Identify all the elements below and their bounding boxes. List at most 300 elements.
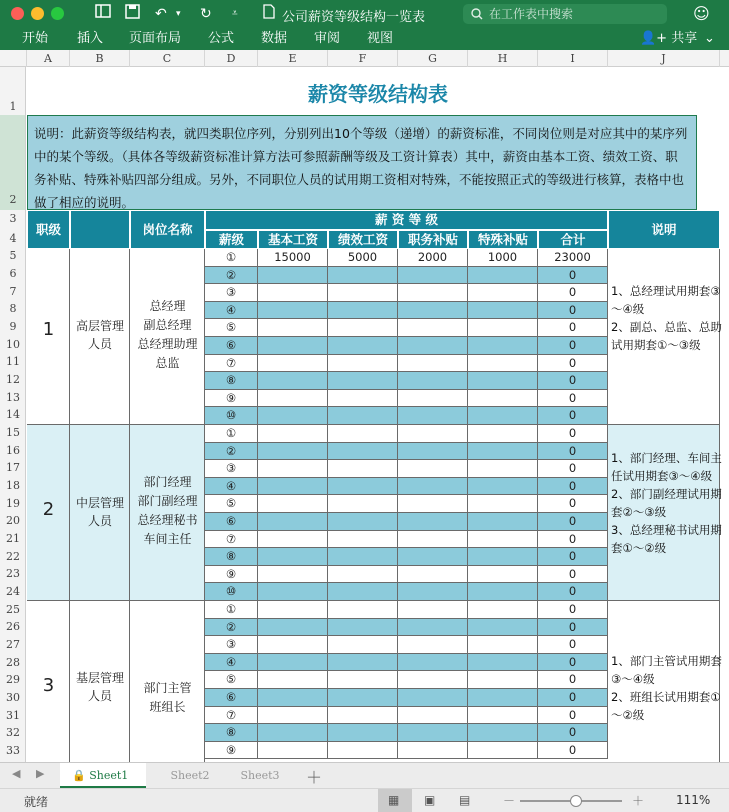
ribbon-tabs (0, 28, 729, 50)
performance-cell[interactable] (328, 425, 398, 443)
zoom-level: 111% (676, 793, 711, 807)
total-cell[interactable]: 0 (538, 319, 608, 337)
special-cell[interactable] (468, 390, 538, 408)
row-header[interactable]: 15 (6, 426, 20, 439)
special-cell[interactable] (468, 302, 538, 320)
special-cell[interactable] (468, 671, 538, 689)
total-cell[interactable]: 0 (538, 566, 608, 584)
ribbon-collapse-icon[interactable]: ⌄ (704, 31, 715, 46)
redo-icon[interactable]: ↻ (200, 6, 212, 22)
base-cell[interactable] (258, 707, 328, 725)
base-cell[interactable] (258, 601, 328, 619)
remark-line: 2、班组长试用期套① (611, 690, 721, 704)
normal-view-icon: ▦ (388, 793, 400, 807)
special-cell[interactable] (468, 707, 538, 725)
group-name-line: 基层管理 (75, 671, 124, 685)
base-cell[interactable] (258, 337, 328, 355)
grade-cell[interactable]: ⑤ (205, 319, 258, 337)
row-header[interactable]: 22 (6, 550, 20, 563)
grade-cell[interactable]: ② (205, 619, 258, 637)
row-header[interactable]: 30 (6, 691, 20, 704)
tab-scroll-left-icon[interactable]: ◀ (12, 767, 21, 780)
duty-cell[interactable] (398, 302, 468, 320)
row-header[interactable]: 10 (6, 338, 20, 351)
row-header[interactable]: 21 (6, 532, 20, 545)
share-label: 共享 (671, 31, 698, 46)
grade-cell[interactable]: ④ (205, 478, 258, 496)
total-cell[interactable]: 0 (538, 671, 608, 689)
remark-line: 任试用期套③～④级 (611, 469, 713, 483)
duty-cell[interactable] (398, 531, 468, 549)
special-cell[interactable] (468, 636, 538, 654)
total-cell[interactable]: 23000 (538, 249, 608, 267)
row-header[interactable]: 11 (6, 355, 20, 368)
column-header[interactable]: H (468, 50, 538, 67)
close-window-button[interactable] (11, 7, 24, 20)
total-cell[interactable]: 0 (538, 337, 608, 355)
description-cell[interactable]: 说明：此薪资等级结构表，就四类职位序列，分别列出10个等级（递增）的薪资标准，不同岗位则是对应其中的某序列中的某个等级。（具体各等级薪资标准计算方法可参照薪酬等级及工资计算表）其中，薪资由基本工资、绩效工资、职务补贴、特殊补贴四部分组成。另外，不同职位人员的试用期工资相对特殊，不能按照正式的等级进行核算，表格中也做了相应的说明。 (27, 115, 697, 210)
row-header[interactable]: 20 (6, 514, 20, 527)
header-performance-pay: 绩效工资 (328, 230, 398, 249)
base-cell[interactable] (258, 355, 328, 373)
base-cell[interactable] (258, 478, 328, 496)
duty-cell[interactable] (398, 619, 468, 637)
performance-cell[interactable] (328, 566, 398, 584)
special-cell[interactable]: 1000 (468, 249, 538, 267)
duty-cell[interactable] (398, 443, 468, 461)
performance-cell[interactable] (328, 654, 398, 672)
row-header[interactable]: 2 (0, 115, 26, 210)
duty-cell[interactable] (398, 671, 468, 689)
grade-cell[interactable]: ⑧ (205, 548, 258, 566)
sheet-title: 薪资等级结构表 (308, 82, 448, 106)
row-header[interactable]: 31 (6, 709, 20, 722)
duty-cell[interactable] (398, 707, 468, 725)
duty-cell[interactable] (398, 319, 468, 337)
column-header[interactable]: F (328, 50, 398, 67)
position-name: 部门经理 (143, 475, 192, 489)
special-cell[interactable] (468, 654, 538, 672)
lock-icon: 🔒 (72, 769, 86, 782)
base-cell[interactable] (258, 425, 328, 443)
grade-cell[interactable]: ③ (205, 460, 258, 478)
grade-cell[interactable]: ⑦ (205, 707, 258, 725)
tab-view[interactable]: 视图 (367, 31, 394, 46)
zoom-window-button[interactable] (51, 7, 64, 20)
row-header[interactable]: 17 (6, 461, 20, 474)
grade-cell[interactable]: ⑤ (205, 495, 258, 513)
base-cell[interactable] (258, 407, 328, 425)
grade-cell[interactable]: ⑤ (205, 671, 258, 689)
performance-cell[interactable] (328, 583, 398, 601)
performance-cell[interactable] (328, 495, 398, 513)
row-header[interactable]: 19 (6, 497, 20, 510)
performance-cell[interactable] (328, 707, 398, 725)
row-header[interactable]: 13 (6, 391, 20, 404)
base-cell[interactable] (258, 302, 328, 320)
row-header[interactable]: 27 (6, 638, 20, 651)
column-header[interactable]: B (70, 50, 130, 67)
row-header[interactable]: 23 (6, 567, 20, 580)
performance-cell[interactable] (328, 619, 398, 637)
base-cell[interactable] (258, 724, 328, 742)
row-header[interactable]: 12 (6, 373, 20, 386)
total-cell[interactable]: 0 (538, 302, 608, 320)
header-level-blank (70, 210, 130, 249)
duty-cell[interactable] (398, 267, 468, 285)
duty-cell[interactable] (398, 284, 468, 302)
special-cell[interactable] (468, 319, 538, 337)
total-cell[interactable]: 0 (538, 443, 608, 461)
tab-insert[interactable]: 插入 (77, 31, 104, 46)
column-header[interactable]: I (538, 50, 608, 67)
base-cell[interactable] (258, 619, 328, 637)
page-break-view-icon[interactable]: ▤ (459, 793, 471, 807)
duty-cell[interactable] (398, 355, 468, 373)
row-header[interactable]: 16 (6, 444, 20, 457)
group-name-line: 人员 (87, 514, 112, 528)
performance-cell[interactable] (328, 355, 398, 373)
duty-cell[interactable] (398, 337, 468, 355)
position-name: 副总经理 (143, 318, 192, 332)
duty-cell[interactable] (398, 689, 468, 707)
row-header[interactable]: 6 (9, 267, 17, 280)
total-cell[interactable]: 0 (538, 636, 608, 654)
tab-review[interactable]: 审阅 (314, 31, 341, 46)
base-cell[interactable] (258, 372, 328, 390)
base-cell[interactable] (258, 390, 328, 408)
zoom-slider-thumb[interactable] (570, 795, 582, 807)
status-bar (0, 788, 729, 812)
remark-line: 3、总经理秘书试用期 (611, 523, 722, 537)
undo-icon[interactable]: ↶ (155, 6, 167, 22)
grade-cell[interactable]: ⑧ (205, 372, 258, 390)
grade-cell[interactable]: ① (205, 601, 258, 619)
grade-cell[interactable]: ⑦ (205, 531, 258, 549)
title-bar (0, 0, 729, 28)
header-base-salary: 基本工资 (258, 230, 328, 249)
total-cell[interactable]: 0 (538, 478, 608, 496)
base-cell[interactable]: 15000 (258, 249, 328, 267)
performance-cell[interactable] (328, 636, 398, 654)
zoom-out-button[interactable]: － (503, 794, 516, 808)
total-cell[interactable]: 0 (538, 531, 608, 549)
total-cell[interactable]: 0 (538, 407, 608, 425)
remark-line: 套①～②级 (611, 541, 667, 555)
column-header[interactable]: G (398, 50, 468, 67)
row-header[interactable]: 8 (9, 302, 17, 315)
header-duty-allowance: 职务补贴 (398, 230, 468, 249)
search-input[interactable] (463, 4, 667, 24)
sheet-tab-sheet2[interactable]: Sheet2 (170, 769, 210, 782)
duty-cell[interactable] (398, 425, 468, 443)
base-cell[interactable] (258, 742, 328, 760)
base-cell[interactable] (258, 267, 328, 285)
column-header[interactable]: J (608, 50, 720, 67)
performance-cell[interactable] (328, 319, 398, 337)
grade-cell[interactable]: ⑥ (205, 689, 258, 707)
sidebar-toggle-icon[interactable] (95, 4, 111, 24)
grade-cell[interactable]: ⑦ (205, 355, 258, 373)
grade-cell[interactable]: ③ (205, 636, 258, 654)
total-cell[interactable]: 0 (538, 548, 608, 566)
grade-cell[interactable]: ⑥ (205, 337, 258, 355)
position-name: 班组长 (149, 700, 186, 714)
remark-line: ③～④级 (611, 672, 655, 686)
tab-home[interactable]: 开始 (22, 31, 49, 46)
row-header[interactable]: 1 (9, 100, 17, 113)
grade-cell[interactable]: ④ (205, 654, 258, 672)
total-cell[interactable]: 0 (538, 355, 608, 373)
total-cell[interactable]: 0 (538, 495, 608, 513)
performance-cell[interactable] (328, 372, 398, 390)
performance-cell[interactable] (328, 531, 398, 549)
performance-cell[interactable] (328, 302, 398, 320)
special-cell[interactable] (468, 601, 538, 619)
row-header[interactable]: 9 (9, 320, 17, 333)
sheet-tab-sheet1[interactable] (60, 763, 146, 788)
base-cell[interactable] (258, 284, 328, 302)
page-layout-view-icon[interactable]: ▣ (424, 793, 436, 807)
grade-cell[interactable]: ② (205, 267, 258, 285)
document-icon (263, 4, 275, 25)
total-cell[interactable]: 0 (538, 724, 608, 742)
performance-cell[interactable] (328, 284, 398, 302)
total-cell[interactable]: 0 (538, 742, 608, 760)
grade-cell[interactable]: ⑨ (205, 742, 258, 760)
duty-cell[interactable] (398, 636, 468, 654)
share-button[interactable] (640, 30, 697, 48)
zoom-in-button[interactable]: ＋ (632, 794, 645, 808)
special-cell[interactable] (468, 566, 538, 584)
total-cell[interactable]: 0 (538, 425, 608, 443)
base-cell[interactable] (258, 319, 328, 337)
performance-cell[interactable] (328, 742, 398, 760)
grade-cell[interactable]: ⑧ (205, 724, 258, 742)
row-header[interactable]: 5 (9, 249, 17, 262)
column-header[interactable]: A (27, 50, 70, 67)
sheet-tab-bar (0, 762, 729, 788)
base-cell[interactable] (258, 513, 328, 531)
minimize-window-button[interactable] (31, 7, 44, 20)
performance-cell[interactable] (328, 460, 398, 478)
special-cell[interactable] (468, 548, 538, 566)
special-cell[interactable] (468, 425, 538, 443)
total-cell[interactable]: 0 (538, 460, 608, 478)
performance-cell[interactable] (328, 548, 398, 566)
sheet-tab-sheet3[interactable]: Sheet3 (240, 769, 280, 782)
tab-scroll-right-icon[interactable]: ▶ (36, 767, 45, 780)
performance-cell[interactable] (328, 724, 398, 742)
performance-cell[interactable] (328, 267, 398, 285)
base-cell[interactable] (258, 636, 328, 654)
special-cell[interactable] (468, 724, 538, 742)
special-cell[interactable] (468, 531, 538, 549)
group-name-line: 人员 (87, 337, 112, 351)
base-cell[interactable] (258, 495, 328, 513)
undo-dropdown-icon[interactable]: ▾ (176, 9, 181, 19)
special-cell[interactable] (468, 443, 538, 461)
feedback-smiley-icon[interactable]: ☺ (693, 4, 710, 23)
duty-cell[interactable]: 2000 (398, 249, 468, 267)
total-cell[interactable]: 0 (538, 707, 608, 725)
header-grade: 薪级 (205, 230, 258, 249)
add-sheet-button[interactable]: ＋ (306, 768, 323, 787)
grade-cell[interactable]: ① (205, 425, 258, 443)
header-total: 合计 (538, 230, 608, 249)
column-header[interactable]: C (130, 50, 205, 67)
row-headers (0, 67, 26, 762)
row-header[interactable]: 24 (6, 585, 20, 598)
base-cell[interactable] (258, 443, 328, 461)
base-cell[interactable] (258, 671, 328, 689)
duty-cell[interactable] (398, 495, 468, 513)
total-cell[interactable]: 0 (538, 619, 608, 637)
base-cell[interactable] (258, 460, 328, 478)
grade-cell[interactable]: ① (205, 249, 258, 267)
special-cell[interactable] (468, 583, 538, 601)
duty-cell[interactable] (398, 742, 468, 760)
duty-cell[interactable] (398, 724, 468, 742)
duty-cell[interactable] (398, 460, 468, 478)
remark-line: 1、部门经理、车间主 (611, 451, 722, 465)
sheet-tab-label: Sheet1 (89, 769, 129, 782)
performance-cell[interactable] (328, 390, 398, 408)
total-cell[interactable]: 0 (538, 372, 608, 390)
total-cell[interactable]: 0 (538, 513, 608, 531)
header-special-allowance: 特殊补贴 (468, 230, 538, 249)
save-icon[interactable] (125, 4, 140, 25)
performance-cell[interactable] (328, 601, 398, 619)
total-cell[interactable]: 0 (538, 654, 608, 672)
special-cell[interactable] (468, 284, 538, 302)
position-name: 总监 (155, 356, 180, 370)
customize-toolbar-icon[interactable]: ⩡ (232, 8, 238, 19)
position-name: 总经理 (149, 299, 186, 313)
group-name-line: 中层管理 (75, 496, 124, 510)
performance-cell[interactable] (328, 513, 398, 531)
search-placeholder: 在工作表中搜索 (489, 7, 574, 21)
performance-cell[interactable] (328, 443, 398, 461)
total-cell[interactable]: 0 (538, 267, 608, 285)
position-name: 车间主任 (143, 532, 192, 546)
special-cell[interactable] (468, 337, 538, 355)
header-level: 职级 (27, 210, 70, 249)
performance-cell[interactable] (328, 671, 398, 689)
position-name: 总经理秘书 (137, 513, 198, 527)
special-cell[interactable] (468, 495, 538, 513)
add-person-icon: 👤+ (640, 31, 668, 46)
special-cell[interactable] (468, 478, 538, 496)
performance-cell[interactable] (328, 478, 398, 496)
worksheet-grid[interactable] (27, 67, 729, 762)
duty-cell[interactable] (398, 513, 468, 531)
remark-line: ～②级 (611, 708, 645, 722)
grade-cell[interactable]: ⑨ (205, 390, 258, 408)
special-cell[interactable] (468, 619, 538, 637)
special-cell[interactable] (468, 689, 538, 707)
duty-cell[interactable] (398, 566, 468, 584)
tab-page-layout[interactable]: 页面布局 (129, 31, 182, 46)
special-cell[interactable] (468, 513, 538, 531)
position-name: 部门副经理 (137, 494, 198, 508)
base-cell[interactable] (258, 531, 328, 549)
performance-cell[interactable] (328, 337, 398, 355)
duty-cell[interactable] (398, 548, 468, 566)
grade-cell[interactable]: ⑨ (205, 566, 258, 584)
row-header[interactable]: 18 (6, 479, 20, 492)
performance-cell[interactable]: 5000 (328, 249, 398, 267)
column-headers (0, 50, 729, 67)
remark-line: 试用期套①～③级 (611, 338, 701, 352)
row-header[interactable]: 4 (9, 232, 17, 245)
tab-formulas[interactable]: 公式 (208, 31, 235, 46)
duty-cell[interactable] (398, 372, 468, 390)
total-cell[interactable]: 0 (538, 601, 608, 619)
base-cell[interactable] (258, 548, 328, 566)
performance-cell[interactable] (328, 689, 398, 707)
duty-cell[interactable] (398, 478, 468, 496)
grade-cell[interactable]: ② (205, 443, 258, 461)
remark-line: 2、部门副经理试用期 (611, 487, 722, 501)
special-cell[interactable] (468, 742, 538, 760)
row-header[interactable]: 25 (6, 603, 20, 616)
special-cell[interactable] (468, 407, 538, 425)
header-remark: 说明 (608, 210, 720, 249)
row-header[interactable]: 32 (6, 726, 20, 739)
remark-line: 2、副总、总监、总助 (611, 320, 722, 334)
base-cell[interactable] (258, 566, 328, 584)
remark-line: 套②～③级 (611, 505, 667, 519)
special-cell[interactable] (468, 460, 538, 478)
select-all-corner[interactable] (0, 50, 27, 67)
duty-cell[interactable] (398, 390, 468, 408)
total-cell[interactable]: 0 (538, 583, 608, 601)
group-name-line: 人员 (87, 689, 112, 703)
base-cell[interactable] (258, 654, 328, 672)
row-header[interactable]: 29 (6, 673, 20, 686)
special-cell[interactable] (468, 267, 538, 285)
row-header[interactable]: 7 (9, 285, 17, 298)
duty-cell[interactable] (398, 583, 468, 601)
column-header[interactable]: E (258, 50, 328, 67)
grade-cell[interactable]: ③ (205, 284, 258, 302)
base-cell[interactable] (258, 689, 328, 707)
row-header[interactable]: 3 (9, 212, 17, 225)
grade-cell[interactable]: ⑩ (205, 407, 258, 425)
duty-cell[interactable] (398, 654, 468, 672)
performance-cell[interactable] (328, 407, 398, 425)
grade-cell[interactable]: ⑥ (205, 513, 258, 531)
duty-cell[interactable] (398, 407, 468, 425)
total-cell[interactable]: 0 (538, 390, 608, 408)
row-header[interactable]: 14 (6, 408, 20, 421)
grade-cell[interactable]: ⑩ (205, 583, 258, 601)
special-cell[interactable] (468, 355, 538, 373)
row-header[interactable]: 33 (6, 744, 20, 757)
group-level-number: 2 (42, 499, 55, 520)
total-cell[interactable]: 0 (538, 689, 608, 707)
duty-cell[interactable] (398, 601, 468, 619)
total-cell[interactable]: 0 (538, 284, 608, 302)
column-header[interactable]: D (205, 50, 258, 67)
grade-cell[interactable]: ④ (205, 302, 258, 320)
base-cell[interactable] (258, 583, 328, 601)
tab-data[interactable]: 数据 (261, 31, 288, 46)
row-header[interactable]: 26 (6, 620, 20, 633)
special-cell[interactable] (468, 372, 538, 390)
row-header[interactable]: 28 (6, 656, 20, 669)
